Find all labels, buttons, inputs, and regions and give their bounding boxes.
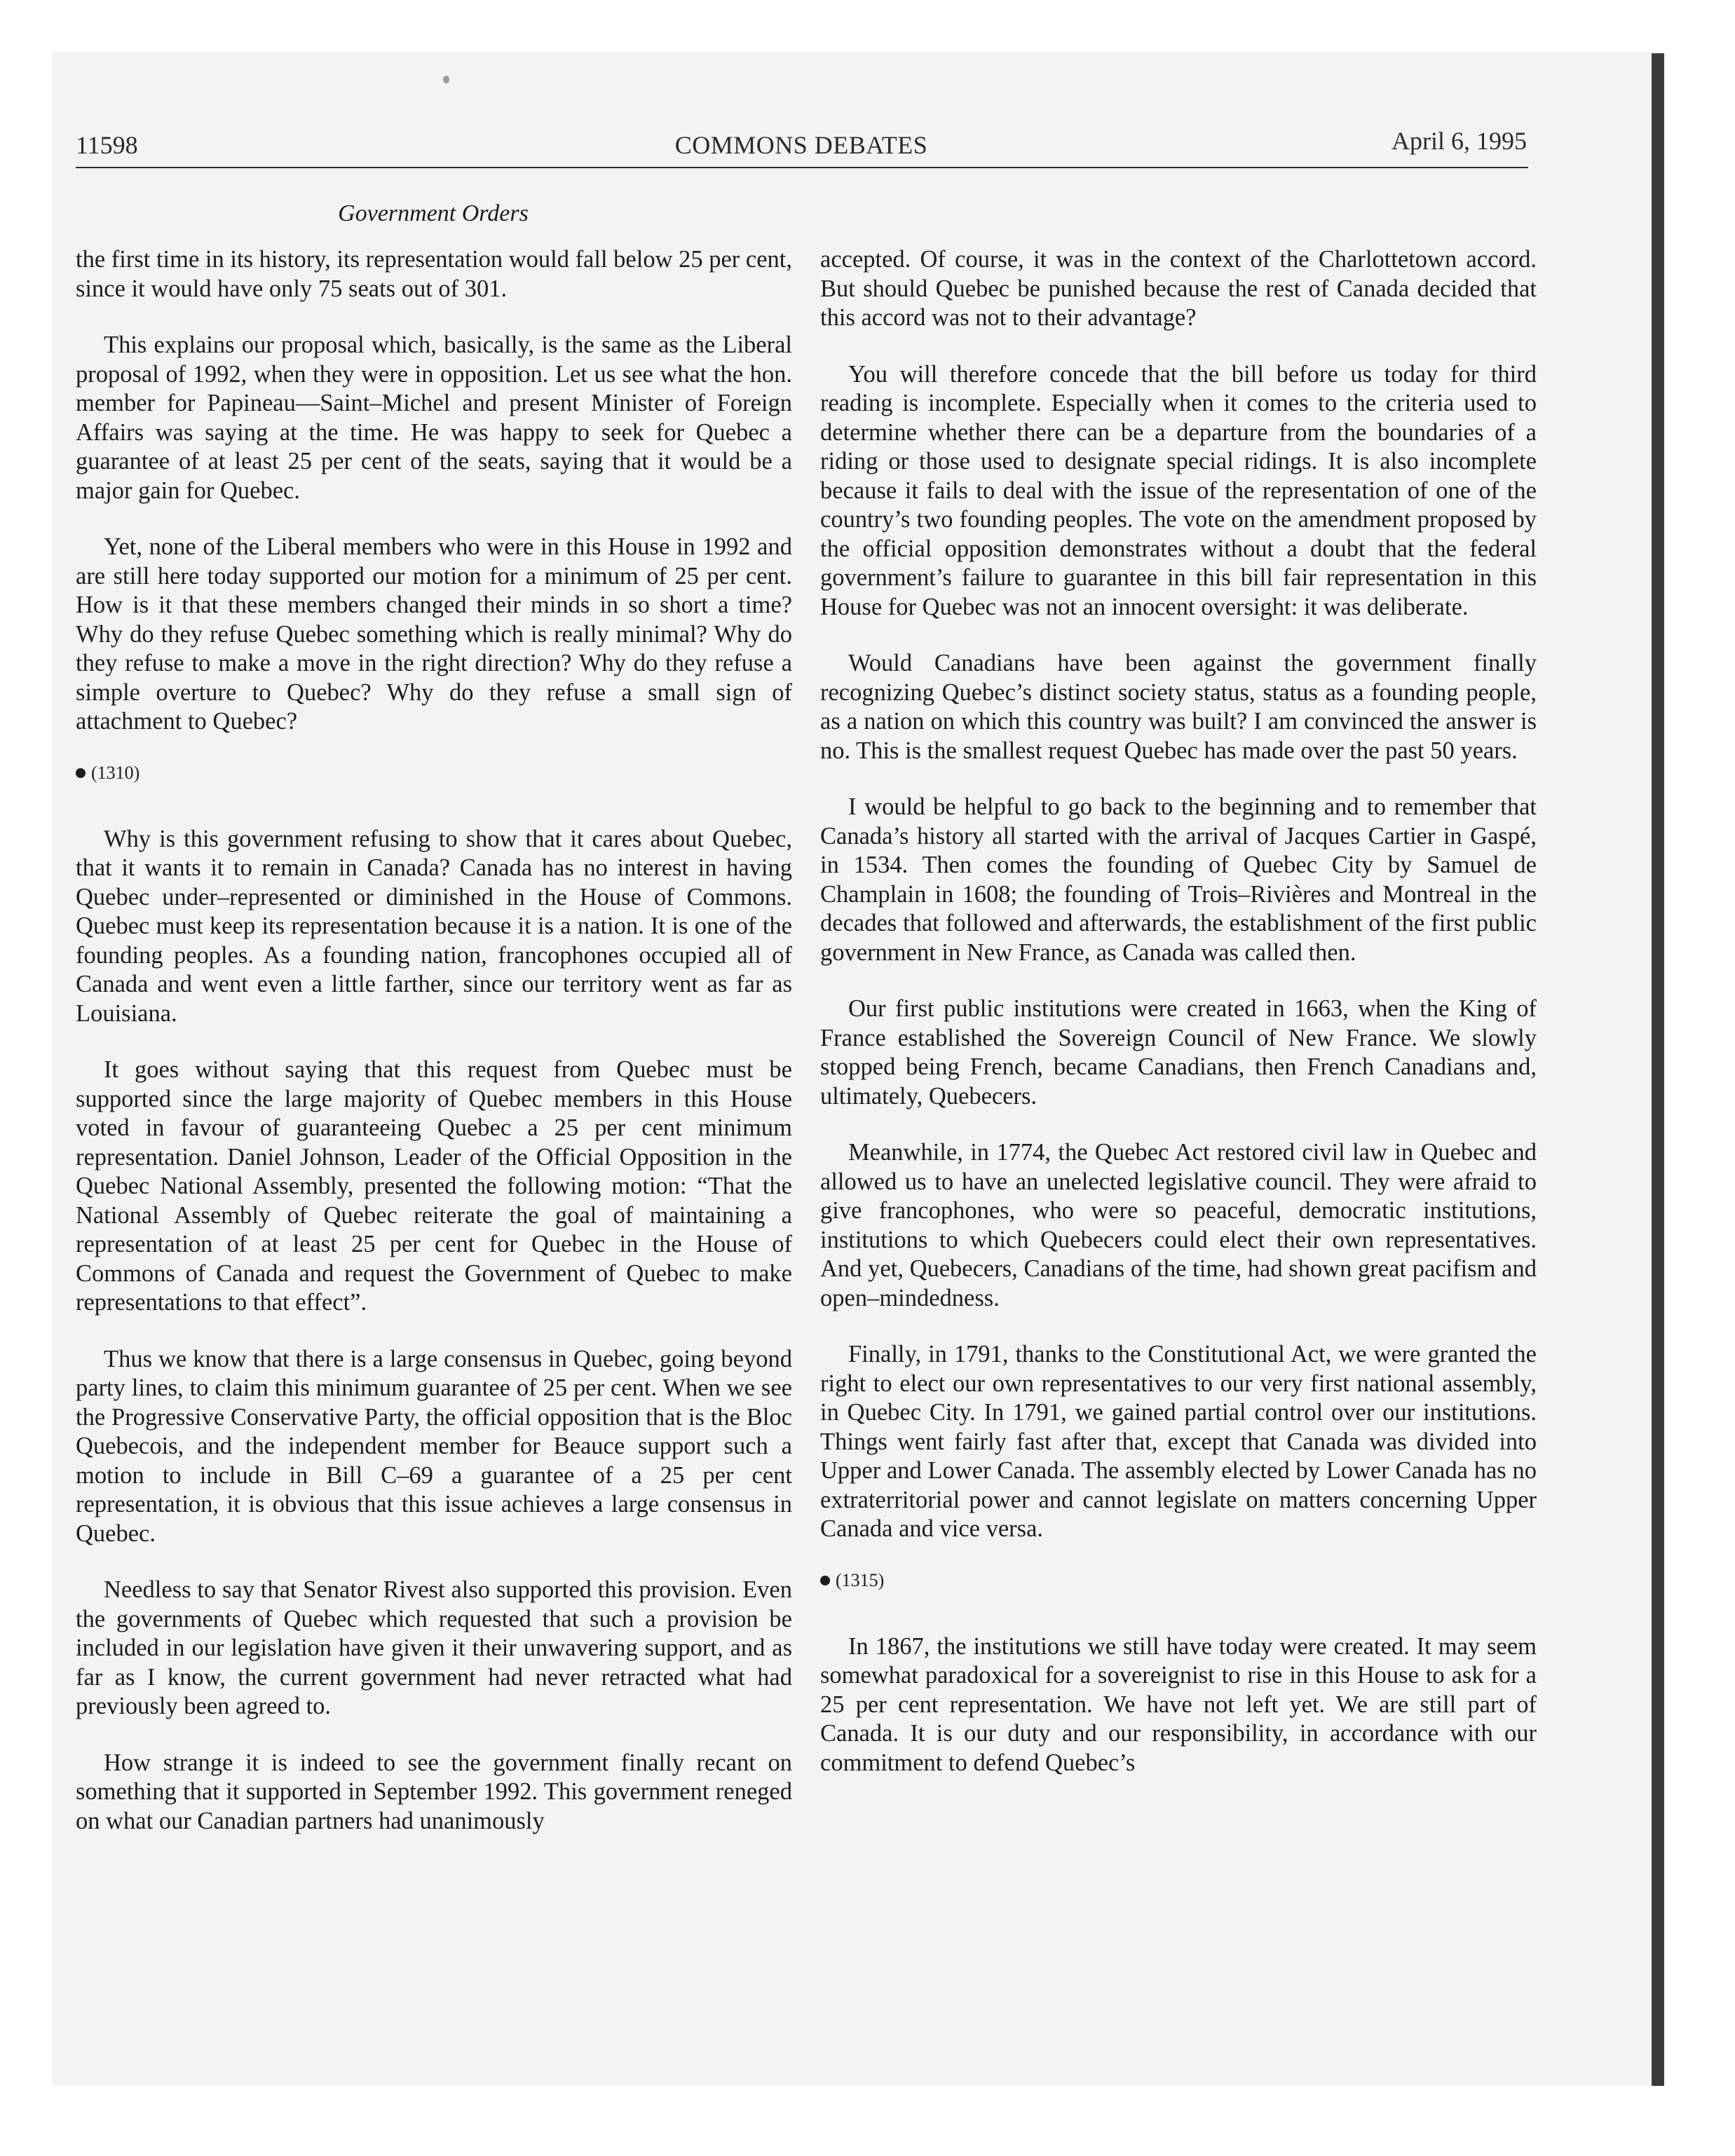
section-title: Government Orders	[338, 200, 529, 226]
paragraph: Meanwhile, in 1774, the Quebec Act restored civil law in Quebec and allowed us to have an unelected legislative council. They were afraid to give francophones, who were so peaceful, democratic institutions, institutions to which Quebecers could elect their own representatives. And yet, Quebecers, Canadians of the time, had shown great pacifism and open–mindedness.	[820, 1139, 1537, 1311]
bullet-icon	[820, 1576, 830, 1585]
paragraph: Needless to say that Senator Rivest also supported this provision. Even the governments of Quebec which requested that such a provision be included in our legislation have given it their unwavering support, and as far as I know, the current government had never retracted what had previously been agreed to.	[76, 1576, 792, 1719]
paragraph: accepted. Of course, it was in the context of the Charlottetown accord. But should Quebec be punished because the rest of Canada decided that this accord was not to their advantage?	[820, 246, 1537, 331]
time-marker	[820, 1569, 1537, 1592]
time-marker	[76, 762, 792, 784]
page-header	[76, 126, 1527, 163]
paragraph: How strange it is indeed to see the government finally recant on something that it supported in September 1992. This government reneged on what our Canadian partners had unanimously	[76, 1749, 792, 1834]
time-marker-label: (1310)	[91, 762, 140, 783]
paragraph: Our first public institutions were created in 1663, when the King of France established the Sovereign Council of New France. We slowly stopped being French, became Canadians, then French Canadians and, ultimately, Quebecers.	[820, 995, 1537, 1110]
paragraph: Would Canadians have been against the government finally recognizing Quebec’s distinct society status, status as a founding people, as a nation on which this country was built? I am convinced the answer is no. This is the smallest request Quebec has made over the past 50 years.	[820, 650, 1537, 764]
paragraph: You will therefore concede that the bill before us today for third reading is incomplete. Especially when it comes to the criteria used to determine whether there can be a departure from the boundaries of a riding or those used to designate special ridings. It is also incomplete because it fails to deal with the issue of the representation of one of the country’s two founding peoples. The vote on the amendment proposed by the official opposition demonstrates without a doubt that the federal government’s failure to guarantee in this bill fair representation in this House for Quebec was not an innocent oversight: it was deliberate.	[820, 360, 1537, 620]
right-column	[820, 245, 1537, 1778]
paragraph: In 1867, the institutions we still have today were created. It may seem somewhat paradoxical for a sovereignist to rise in this House to ask for a 25 per cent representation. We have not left yet. We are still part of Canada. It is our duty and our responsibility, in accordance with our commitment to defend Quebec’s	[820, 1632, 1537, 1776]
paragraph: Finally, in 1791, thanks to the Constitutional Act, we were granted the right to elect our own representatives to our very first national assembly, in Quebec City. In 1791, we gained partial control over our institutions. Things went fairly fast after that, except that Canada was divided into Upper and Lower Canada. The assembly elected by Lower Canada has no extraterritorial power and cannot legislate on matters concerning Upper Canada and vice versa.	[820, 1341, 1537, 1542]
paragraph: Why is this government refusing to show that it cares about Quebec, that it wants it to remain in Canada? Canada has no interest in having Quebec under–represented or diminished in the House of Commons. Quebec must keep its representation because it is a nation. It is one of the founding peoples. As a founding nation, francophones occupied all of Canada and went even a little farther, since our territory went as far as Louisiana.	[76, 825, 792, 1027]
scan-edge-bar	[1652, 53, 1664, 2086]
time-marker-label: (1315)	[836, 1569, 885, 1590]
left-column	[76, 245, 792, 1836]
paragraph: This explains our proposal which, basically, is the same as the Liberal proposal of 1992, when they were in opposition. Let us see what the hon. member for Papineau—Saint–Michel and present Minister of Foreign Affairs was saying at the time. He was happy to seek for Quebec a guarantee of at least 25 per cent of the seats, saying that it would be a major gain for Quebec.	[76, 332, 792, 504]
paragraph: It goes without saying that this request from Quebec must be supported since the large majority of Quebec members in this House voted in favour of guaranteeing Quebec a 25 per cent minimum representation. Daniel Johnson, Leader of the Official Opposition in the Quebec National Assembly, presented the following motion: “That the National Assembly of Quebec reiterate the goal of maintaining a representation of at least 25 per cent for Quebec in the House of Commons of Canada and request the Government of Quebec to make representations to that effect”.	[76, 1056, 792, 1316]
header-rule	[76, 167, 1528, 168]
scan-speck	[443, 76, 449, 83]
paragraph: I would be helpful to go back to the beginning and to remember that Canada’s history all started with the arrival of Jacques Cartier in Gaspé, in 1534. Then comes the founding of Quebec City by Samuel de Champlain in 1608; the founding of Trois–Rivières and Montreal in the decades that followed and afterwards, the establishment of the first public government in New France, as Canada was called then.	[820, 793, 1537, 966]
bullet-icon	[76, 768, 86, 778]
paragraph: Thus we know that there is a large consensus in Quebec, going beyond party lines, to claim this minimum guarantee of 25 per cent. When we see the Progressive Conservative Party, the official opposition that is the Bloc Quebecois, and the independent member for Beauce support such a motion to include in Bill C–69 a guarantee of a 25 per cent representation, it is obvious that this issue achieves a large consensus in Quebec.	[76, 1345, 792, 1547]
journal-title: COMMONS DEBATES	[674, 131, 928, 159]
paragraph: the first time in its history, its representation would fall below 25 per cent, since it would have only 75 seats out of 301.	[76, 246, 792, 302]
page-number: 11598	[76, 131, 138, 159]
paragraph: Yet, none of the Liberal members who were in this House in 1992 and are still here today supported our motion for a minimum of 25 per cent. How is it that these members changed their minds in so short a time? Why do they refuse Quebec something which is really minimal? Why do they refuse to make a move in the right direction? Why do they refuse a simple overture to Quebec? Why do they refuse a small sign of attachment to Quebec?	[76, 533, 792, 735]
header-date: April 6, 1995	[1392, 127, 1527, 155]
